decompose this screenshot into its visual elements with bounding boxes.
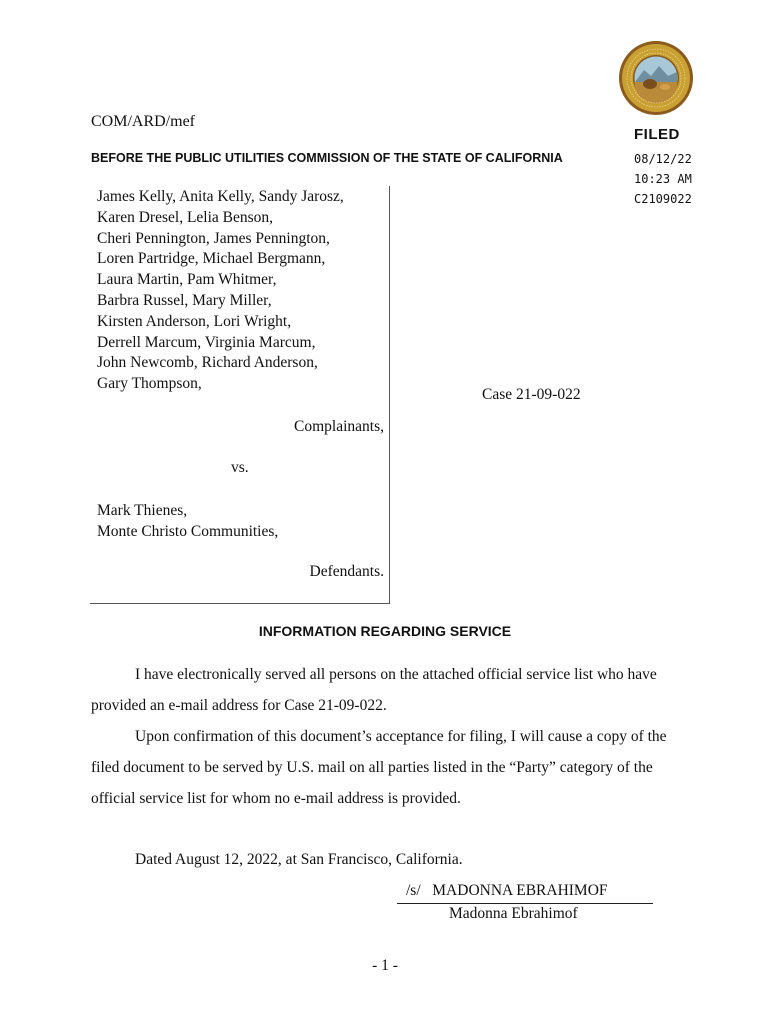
defendant-names	[97, 501, 278, 543]
caption-divider-horizontal	[90, 603, 390, 604]
complainant-line: Cheri Pennington, James Pennington,	[97, 229, 330, 247]
page-number: - 1 -	[372, 957, 398, 974]
mail-service-paragraph: Upon confirmation of this document’s acceptance for filing, I will cause a copy of the filed document to be served by U.S. mail on all parties listed in the “Party” category of the official service list for whom no e-mail address is provided.	[91, 728, 667, 807]
complainant-line: James Kelly, Anita Kelly, Sandy Jarosz,	[97, 188, 344, 205]
complainant-line: John Newcomb, Richard Anderson,	[97, 354, 318, 372]
commission-heading: BEFORE THE PUBLIC UTILITIES COMMISSION OF THE STATE OF CALIFORNIA	[91, 151, 563, 165]
complainants-label: Complainants,	[294, 418, 384, 435]
dated-line: Dated August 12, 2022, at San Francisco, California.	[135, 851, 463, 868]
defendants-label: Defendants.	[309, 563, 384, 580]
filed-stamp-date: 08/12/22	[634, 152, 692, 166]
complainant-line: Derrell Marcum, Virginia Marcum,	[97, 333, 316, 351]
complainant-line: Loren Partridge, Michael Bergmann,	[97, 250, 326, 268]
complainant-line: Laura Martin, Pam Whitmer,	[97, 271, 277, 289]
caption-divider-vertical	[389, 186, 390, 604]
defendant-line: Monte Christo Communities,	[97, 522, 279, 540]
complainant-line: Barbra Russel, Mary Miller,	[97, 291, 272, 309]
defendant-line: Mark Thienes,	[97, 502, 188, 519]
versus-label: vs.	[231, 459, 249, 476]
signer-name: Madonna Ebrahimof	[449, 905, 578, 922]
complainant-line: Kirsten Anderson, Lori Wright,	[97, 312, 292, 330]
filed-stamp-case-code: C2109022	[634, 192, 692, 206]
signature-underline	[397, 903, 653, 904]
complainant-line: Gary Thompson,	[97, 375, 202, 393]
section-heading: INFORMATION REGARDING SERVICE	[258, 623, 512, 639]
file-code: COM/ARD/mef	[91, 113, 195, 130]
service-paragraph: I have electronically served all persons on the attached official service list who have provided an e-mail address for Case 21-09-022.	[91, 666, 657, 714]
electronic-signature: /s/ MADONNA EBRAHIMOF	[406, 882, 608, 899]
filed-stamp-time: 10:23 AM	[634, 172, 692, 186]
filed-stamp-label: FILED	[634, 126, 680, 143]
complainant-line: Karen Dresel, Lelia Benson,	[97, 208, 274, 226]
california-puc-seal-icon	[618, 40, 694, 116]
case-number: Case 21-09-022	[482, 386, 581, 403]
complainant-names	[97, 187, 387, 395]
